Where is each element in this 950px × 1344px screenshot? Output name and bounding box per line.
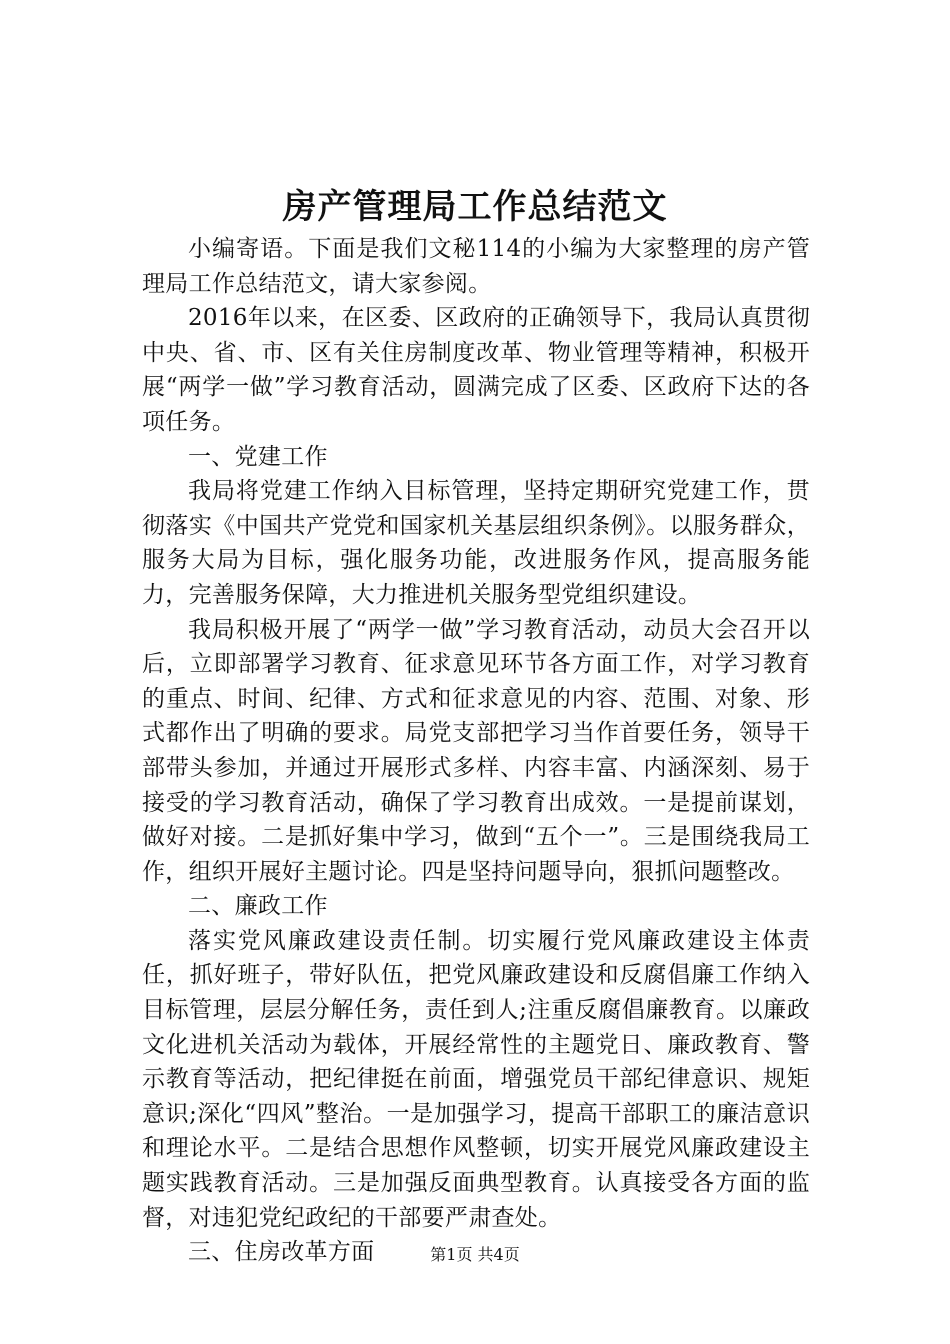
page-footer: 第1页 共4页 [430, 1245, 520, 1264]
paragraph-integrity: 落实党风廉政建设责任制。切实履行党风廉政建设主体责任，抓好班子，带好队伍，把党风廉政建设和反腐倡廉工作纳入目标管理，层层分解任务，责任到人;注重反腐倡廉教育。以廉政文化进机关活动为载体，开展经常性的主题党日、廉政教育、警示教育等活动，把纪律挺在前面，增强党员干部纪律意识、规矩意识;深化“四风”整治。一是加强学习，提高干部职工的廉洁意识和理论水平。二是结合思想作风整顿，切实开展党风廉政建设主题实践教育活动。三是加强反面典型教育。认真接受各方面的监督，对违犯党纪政纪的干部要严肃查处。 [142, 927, 810, 1231]
document-title: 房产管理局工作总结范文 [282, 187, 668, 227]
section-heading-integrity: 二、廉政工作 [188, 893, 328, 920]
paragraph-party-building-1: 我局将党建工作纳入目标管理，坚持定期研究党建工作，贯彻落实《中国共产党党和国家机关基层组织条例》。以服务群众，服务大局为目标，强化服务功能，改进服务作风，提高服务能力，完善服务保障，大力推进机关服务型党组织建设。 [142, 478, 810, 608]
section-heading-housing-reform: 三、住房改革方面 [188, 1239, 375, 1266]
paragraph-party-building-2: 我局积极开展了“两学一做”学习教育活动，动员大会召开以后，立即部署学习教育、征求意见环节各方面工作，对学习教育的重点、时间、纪律、方式和征求意见的内容、范围、对象、形式都作出了明确的要求。局党支部把学习当作首要任务，领导干部带头参加，并通过开展形式多样、内容丰富、内涵深刻、易于接受的学习教育活动，确保了学习教育出成效。一是提前谋划，做好对接。二是抓好集中学习，做到“五个一”。三是围绕我局工作，组织开展好主题讨论。四是坚持问题导向，狠抓问题整改。 [142, 616, 810, 885]
paragraph-overview: 2016年以来，在区委、区政府的正确领导下，我局认真贯彻中央、省、市、区有关住房制度改革、物业管理等精神，积极开展“两学一做”学习教育活动，圆满完成了区委、区政府下达的各项任务。 [142, 305, 810, 435]
document-body [142, 232, 810, 1270]
paragraph-intro: 小编寄语。下面是我们文秘114的小编为大家整理的房产管理局工作总结范文，请大家参阅。 [142, 236, 810, 297]
section-heading-party-building: 一、党建工作 [188, 443, 328, 470]
